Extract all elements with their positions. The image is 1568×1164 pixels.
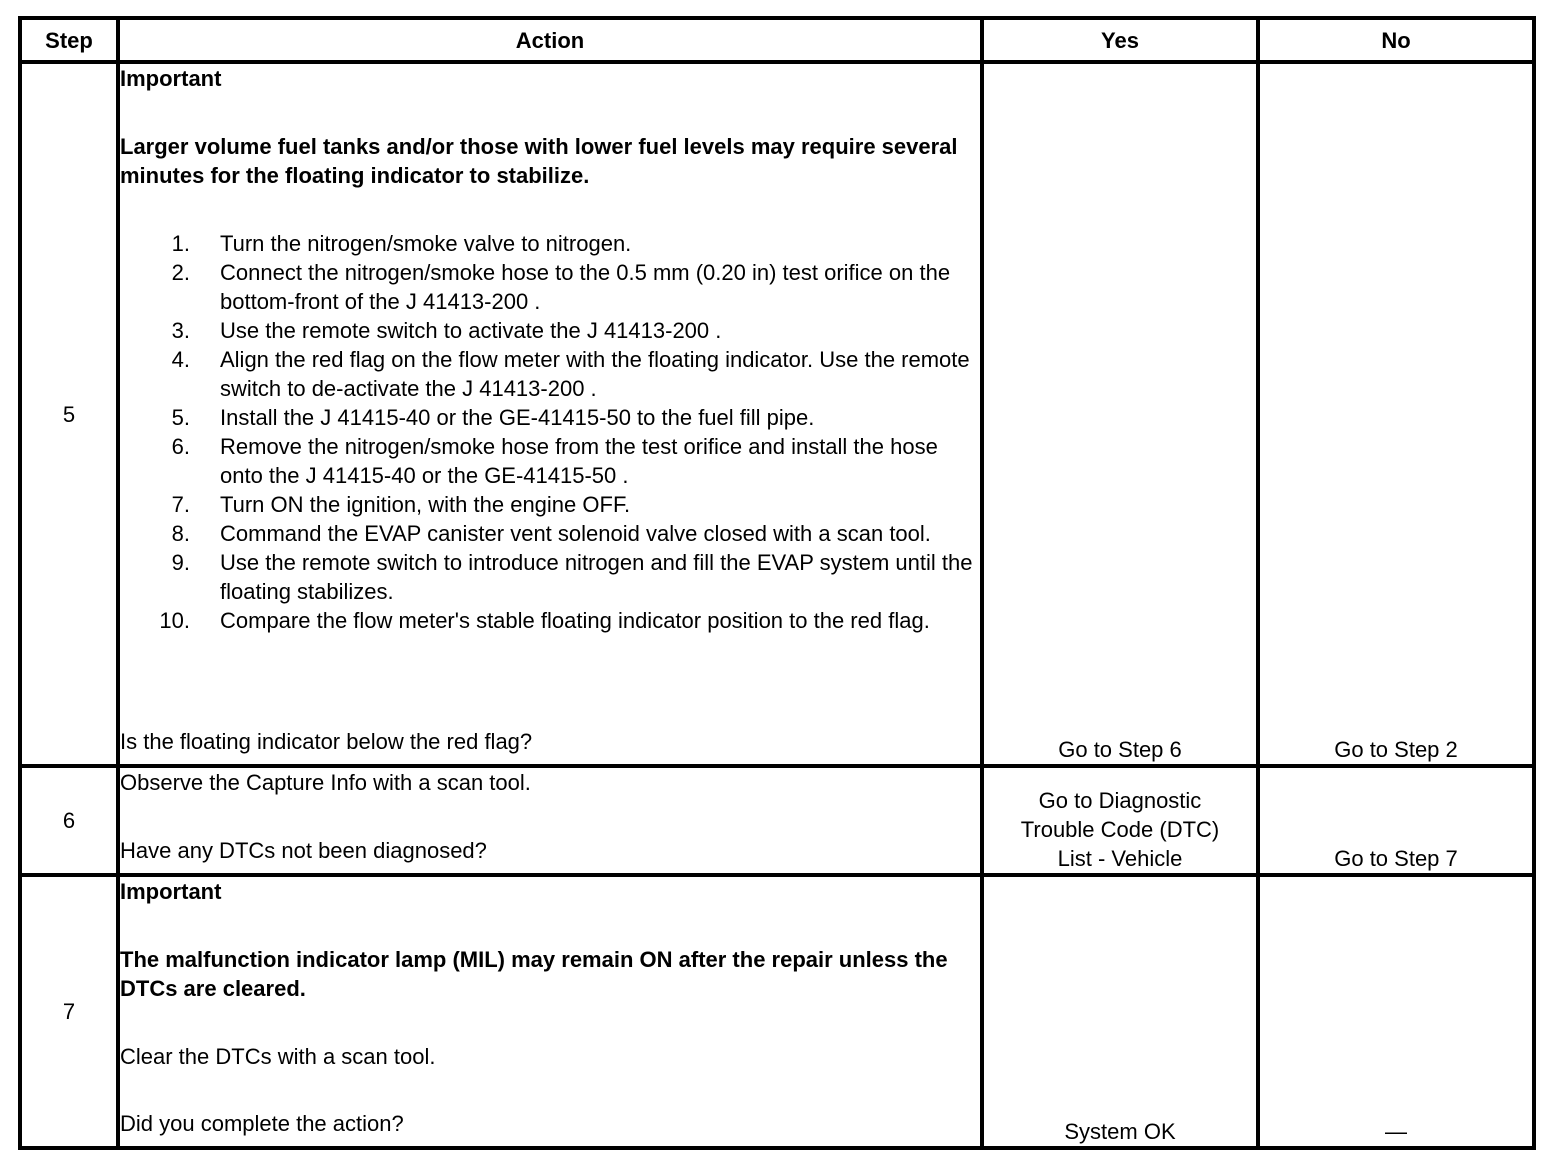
action-cell (118, 62, 982, 766)
action-text: Observe the Capture Info with a scan tool. (120, 770, 531, 795)
substep-number: 2. (171, 260, 190, 285)
table-row-step-7 (20, 875, 1534, 1148)
yes-result-line: Trouble Code (DTC) (1020, 817, 1220, 842)
header-no: No (1258, 18, 1534, 62)
yes-result: Go to Step 6 (982, 62, 1258, 766)
step-number: 5 (20, 62, 118, 766)
header-row (20, 18, 1534, 62)
action-cell (118, 766, 982, 875)
substep-item (120, 490, 980, 519)
yes-result-line: List - Vehicle (1057, 846, 1183, 871)
substep-number: 6. (171, 434, 190, 459)
no-result: Go to Step 2 (1258, 62, 1534, 766)
substep-number: 1. (171, 231, 190, 256)
substep-number: 3. (171, 318, 190, 343)
action-cell (118, 875, 982, 1148)
substep-text: Turn the nitrogen/smoke valve to nitrogen. (220, 231, 632, 256)
substep-item (120, 345, 980, 403)
no-result: — (1258, 875, 1534, 1148)
substep-item (120, 606, 980, 635)
substep-text: Command the EVAP canister vent solenoid valve closed with a scan tool. (220, 521, 931, 546)
important-text: Larger volume fuel tanks and/or those with lower fuel levels may require several minutes for the floating indicator to stabilize. (120, 134, 958, 188)
important-label: Important (120, 879, 222, 904)
step-number: 6 (20, 766, 118, 875)
substep-text: Turn ON the ignition, with the engine OFF. (220, 492, 631, 517)
table-row-step-6 (20, 766, 1534, 875)
substep-number: 7. (171, 492, 190, 517)
substep-list (120, 229, 980, 635)
substep-number: 9. (171, 550, 190, 575)
substep-text: Connect the nitrogen/smoke hose to the 0.5 mm (0.20 in) test orifice on the bottom-front of the J 41413-200 . (220, 260, 951, 314)
substep-text: Use the remote switch to introduce nitrogen and fill the EVAP system until the floating stabilizes. (220, 550, 973, 604)
question-text: Did you complete the action? (120, 1111, 404, 1136)
substep-item (120, 258, 980, 316)
substep-text: Remove the nitrogen/smoke hose from the test orifice and install the hose onto the J 41415-40 or the GE-41415-50 . (220, 434, 938, 488)
no-result: Go to Step 7 (1258, 766, 1534, 875)
substep-text: Install the J 41415-40 or the GE-41415-50 to the fuel fill pipe. (220, 405, 815, 430)
substep-text: Use the remote switch to activate the J 41413-200 . (220, 318, 722, 343)
step-number: 7 (20, 875, 118, 1148)
substep-item (120, 316, 980, 345)
important-text: The malfunction indicator lamp (MIL) may remain ON after the repair unless the DTCs are cleared. (120, 947, 948, 1001)
action-text: Clear the DTCs with a scan tool. (120, 1044, 436, 1069)
header-step: Step (20, 18, 118, 62)
question-text: Is the floating indicator below the red flag? (120, 729, 533, 754)
yes-result (982, 766, 1258, 875)
table-row-step-5 (20, 62, 1534, 766)
yes-result: System OK (982, 875, 1258, 1148)
question-text: Have any DTCs not been diagnosed? (120, 838, 487, 863)
header-yes: Yes (982, 18, 1258, 62)
substep-item (120, 403, 980, 432)
substep-text: Compare the flow meter's stable floating indicator position to the red flag. (220, 608, 930, 633)
important-label: Important (120, 66, 222, 91)
header-action: Action (118, 18, 982, 62)
substep-number: 5. (171, 405, 190, 430)
substep-item (120, 229, 980, 258)
diagnostic-table (18, 16, 1536, 1150)
substep-item (120, 519, 980, 548)
substep-item (120, 548, 980, 606)
substep-number: 4. (171, 347, 190, 372)
substep-text: Align the red flag on the flow meter with the floating indicator. Use the remote switch to de-activate the J 41413-200 . (220, 347, 970, 401)
yes-result-line: Go to Diagnostic (1038, 788, 1202, 813)
substep-number: 10. (159, 608, 190, 633)
substep-number: 8. (171, 521, 190, 546)
substep-item (120, 432, 980, 490)
